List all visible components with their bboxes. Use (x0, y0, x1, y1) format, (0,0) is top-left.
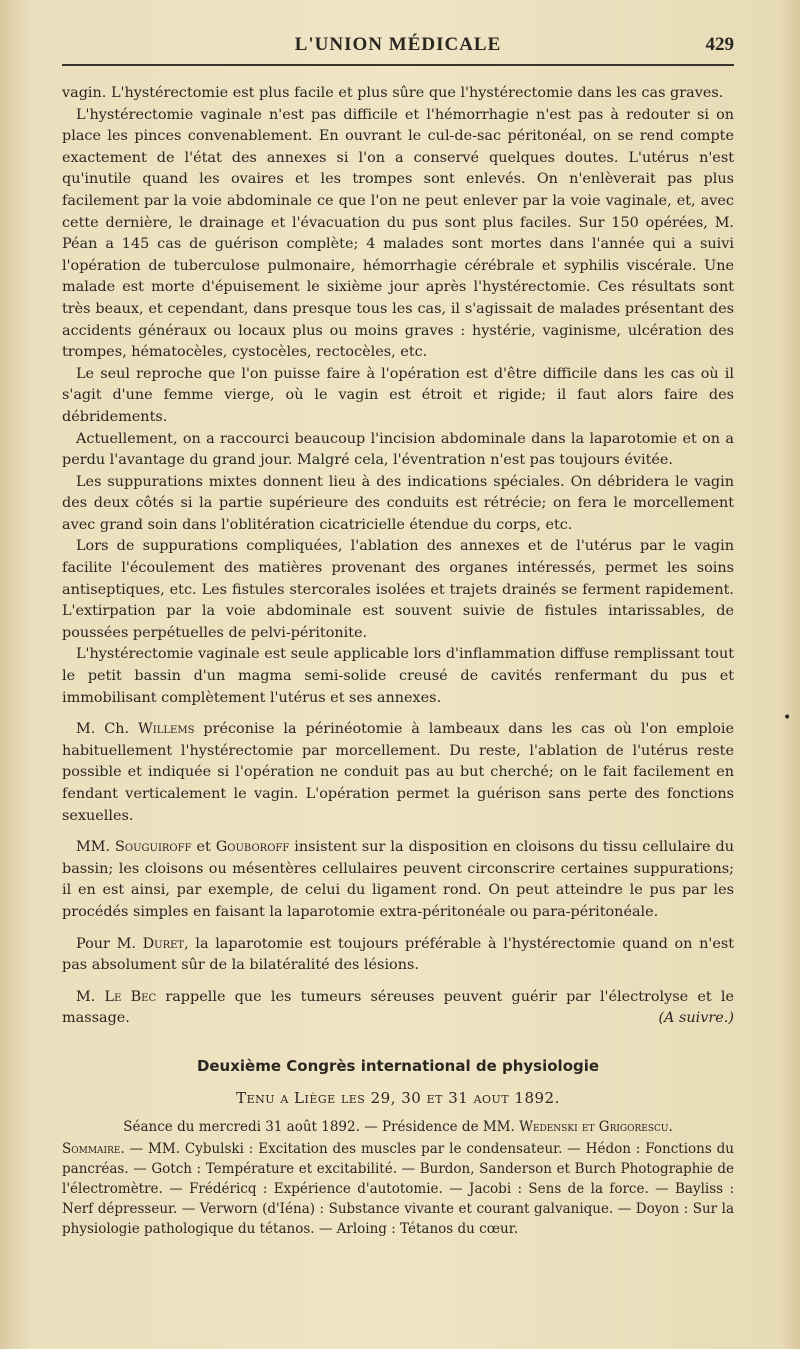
summary-text: — MM. Cybulski : Excitation des muscles par le condensateur. — Hédon : Fonctions du pancréas. — Gotch : Température et excitabilité. — Burdon, Sanderson et Burch Photographie de l'électromètre. — Frédéricq : Expérience d'autotomie. — Jacobi : Sens de la force. — Bayliss : Nerf dépresseur. — Verworn (d'Iéna) : Substance vivante et courant galvanique. — Doyon : Sur la physiologie pathologique du tétanos. — Arloing : Tétanos du cœur. (62, 1140, 734, 1237)
page-number: 429 (705, 34, 734, 55)
paragraph-duret (62, 934, 734, 977)
paragraph-1: vagin. L'hystérectomie est plus facile et plus sûre que l'hystérectomie dans les cas graves. (62, 85, 724, 101)
paragraph-5: Les suppurations mixtes donnent lieu à des indications spéciales. On débridera le vagin des deux côtés si la partie supérieure des conduits est rétrécie; on fera le morcellement avec grand soin dans l'oblitération cicatricielle étendue du corps, etc. (62, 473, 734, 533)
session-suffix: . (668, 1119, 673, 1136)
author-gouboroff: Gouboroff (215, 839, 290, 856)
willems-text: préconise la périnéotomie à lambeaux dans les cas où l'on emploie habituellement l'hystérectomie par morcellement. Du reste, l'ablation de l'utérus reste possible et indiquée si l'opération ne conduit pas au but cherché; on le fait facilement en fendant verticalement le vagin. L'opération permet la guérison sans perte des fonctions sexuelles. (62, 721, 734, 824)
sougui-text: insistent sur la disposition en cloisons du tissu cellulaire du bassin; les cloisons ou mésentères cellulaires peuvent circonscrire certaines suppurations; il en est ainsi, par exemple, de celui du ligament rond. On peut atteindre le pus par les procédés simples en faisant la laparotomie extra-péritonéale ou para-péritonéale. (62, 839, 734, 920)
paragraph-6: Lors de suppurations compliquées, l'ablation des annexes et de l'utérus par le vagin facilite l'écoulement des matières provenant des organes intéressés, permet les soins antiseptiques, etc. Les fistules stercorales isolées et trajets drainés se ferment rapidement. L'extirpation par la voie abdominale est souvent suivie de fistules intarissables, de poussées perpétuelles de pelvi-péritonite. (62, 538, 734, 641)
to-be-continued: (A suivre.) (658, 1010, 734, 1027)
summary (62, 1139, 734, 1239)
author-lebec: Le Bec (104, 988, 157, 1005)
paragraph-3: Le seul reproche que l'on puisse faire à l'opération est d'être difficile dans les cas où il s'agit d'une femme vierge, où le vagin est étroit et rigide; il faut alors faire des débridements. (62, 365, 734, 425)
body-text (62, 83, 734, 1239)
session-prefix: Séance du mercredi 31 août 1892. — Présidence de MM. (123, 1119, 520, 1136)
sougui-mid: et (191, 839, 216, 856)
session-line (62, 1117, 734, 1139)
section-subtitle: Tenu a Liège les 29, 30 et 31 aout 1892. (236, 1088, 560, 1107)
margin-mark: • (783, 710, 792, 726)
paragraph-7: L'hystérectomie vaginale est seule applicable lors d'inflammation diffuse remplissant tout le petit bassin d'un magma semi-solide creusé de cavités renfermant du pus et immobilisant complètement l'utérus et ses annexes. (62, 646, 734, 706)
sougui-prefix: MM. (76, 839, 116, 856)
author-duret: Duret (142, 935, 185, 952)
page-header (62, 34, 734, 66)
duret-text: , la laparotomie est toujours préférable à l'hystérectomie quand on n'est pas absolument sûr de la bilatéralité des lésions. (62, 935, 735, 974)
paragraph-2: L'hystérectomie vaginale n'est pas difficile et l'hémorrhagie n'est pas à redouter si on place les pinces convenablement. En ouvrant le cul-de-sac péritonéal, on se rend compte exactement de l'état des annexes si l'on a conservé quelques doutes. L'utérus n'est qu'inutile quand les ovaires et les trompes sont enlevés. On n'enlèverait pas plus facilement par la voie abdominale ce que l'on ne peut enlever par la voie vaginale, et, avec cette dernière, le drainage et l'évacuation du pus sont plus faciles. Sur 150 opérées, M. Péan a 145 cas de guérison complète; 4 malades sont mortes dans l'année qui a suivi l'opération de tuberculose pulmonaire, hémorrhagie cérébrale et syphilis viscérale. Une malade est morte d'épuisement le sixième jour après l'hystérectomie. Ces résultats sont très beaux, et cependant, dans presque tous les cas, il s'agissait de malades présentant des accidents généraux ou locaux plus ou moins graves : hystérie, vaginisme, ulcération des trompes, hématocèles, cystocèles, rectocèles, etc. (62, 106, 734, 361)
author-souguiroff: Souguiroff (115, 839, 192, 856)
running-title: L'UNION MÉDICALE (294, 34, 502, 55)
lebec-text: rappelle que les tumeurs séreuses peuvent guérir par l'électrolyse et le massage. (62, 988, 734, 1027)
paragraph-4: Actuellement, on a raccourci beaucoup l'incision abdominale dans la laparotomie et on a perdu l'avantage du grand jour. Malgré cela, l'éventration n'est pas toujours évitée. (62, 430, 734, 469)
paragraph-souguiroff (62, 837, 734, 923)
duret-prefix: Pour M. (76, 935, 143, 952)
lebec-prefix: M. (76, 988, 105, 1005)
summary-label: Sommaire. (62, 1140, 125, 1157)
author-willems: Willems (138, 721, 195, 738)
session-presidents: Wedenski et Grigorescu (519, 1119, 669, 1136)
section-title: Deuxième Congrès international de physiologie (196, 1056, 600, 1075)
willems-prefix: M. Ch. (76, 721, 139, 738)
paragraph-willems (62, 719, 734, 827)
